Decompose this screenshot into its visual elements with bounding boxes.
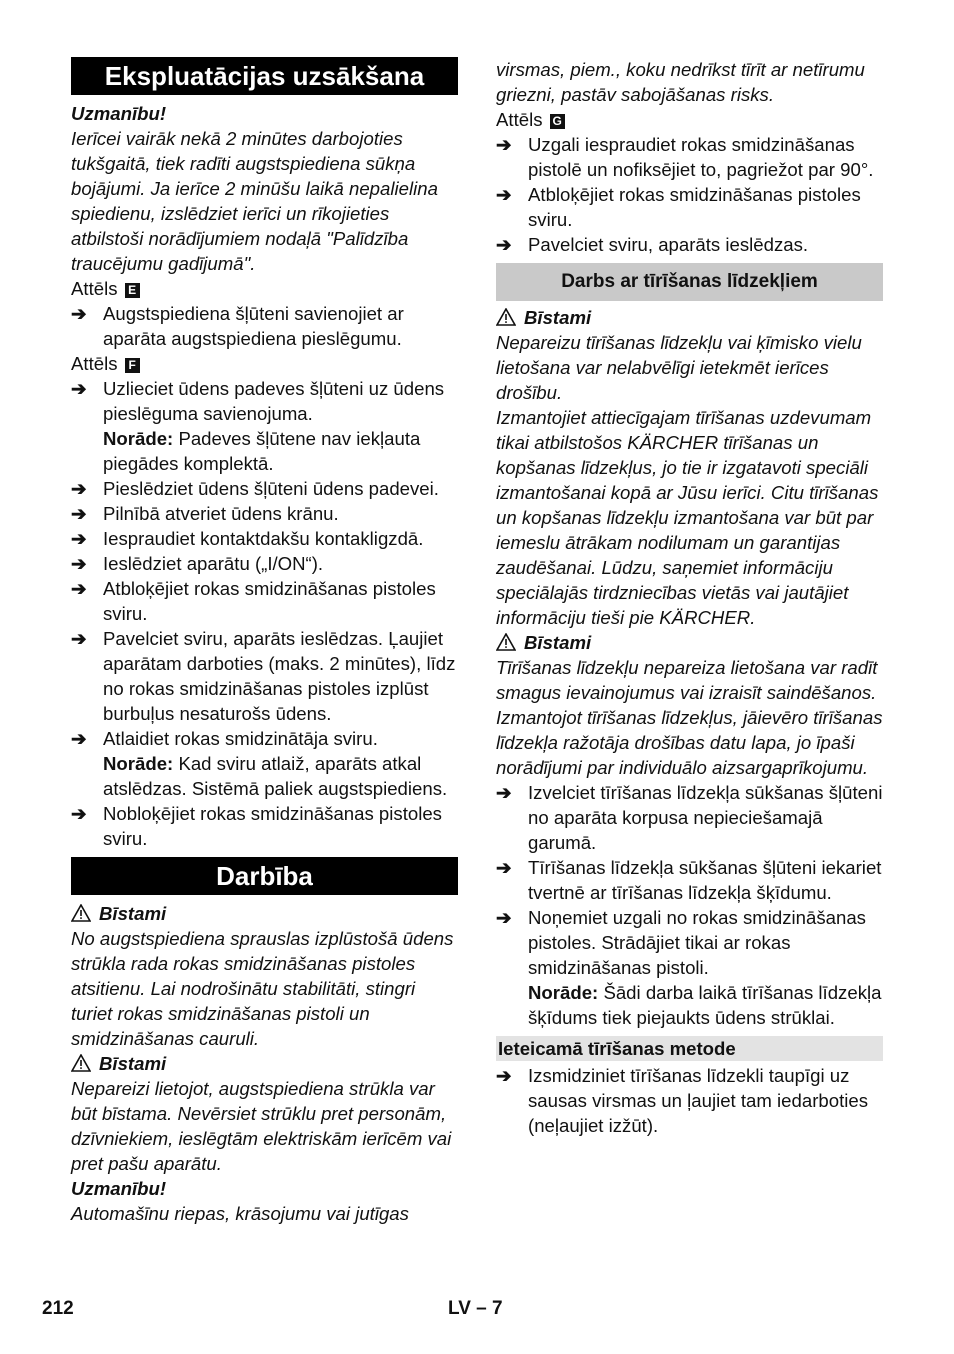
- list-item: ➔ Pavelciet sviru, aparāts ieslēdzas.: [496, 234, 809, 255]
- arrow-icon: ➔: [71, 553, 87, 574]
- danger-title: Bīstami: [496, 630, 883, 655]
- list-item: ➔ Uzgali iespraudiet rokas smidzināšanas pistolē un nofiksējiet to, pagriežot par 90°.: [496, 134, 874, 180]
- note-label: Norāde:: [103, 428, 174, 449]
- caution-text: Automašīnu riepas, krāsojumu vai jutīgas: [71, 1203, 409, 1224]
- list-item: ➔ Tīrīšanas līdzekļa sūkšanas šļūteni iekariet tvertnē ar tīrīšanas līdzekļa šķīdumu.: [496, 857, 882, 903]
- figure-reference: Attēls F: [71, 351, 458, 376]
- language-page-label: LV – 7: [448, 1298, 503, 1319]
- arrow-icon: ➔: [496, 857, 512, 878]
- list-item: ➔ Pieslēdziet ūdens šļūteni ūdens padevei.: [71, 478, 439, 499]
- list-item: ➔ Nobloķējiet rokas smidzināšanas pistoles sviru.: [71, 803, 442, 849]
- danger-text: Nepareizu tīrīšanas līdzekļu vai ķīmisko vielu lietošana var nelabvēlīgi ietekmēt ierīces drošību.: [496, 332, 862, 403]
- arrow-icon: ➔: [496, 907, 512, 928]
- section-heading-operation: Darbība: [71, 857, 458, 895]
- danger-title: Bīstami: [71, 901, 458, 926]
- arrow-icon: ➔: [71, 628, 87, 649]
- figure-letter-icon: F: [125, 358, 140, 373]
- arrow-icon: ➔: [71, 803, 87, 824]
- danger-text: No augstspiediena sprauslas izplūstošā ūdens strūkla rada rokas smidzināšanas pistoles atsitienu. Lai nodrošinātu stabilitāti, stingri turiet rokas smidzināšanas pistoli un smidzināšanas cauruli.: [71, 928, 454, 1049]
- page-number: 212: [42, 1298, 74, 1319]
- list-item: ➔ Pavelciet sviru, aparāts ieslēdzas. Ļaujiet aparātam darboties (maks. 2 minūtes), līdz no rokas smidzināšanas pistoles izplūst burbuļus nesaturošs ūdens.: [71, 628, 456, 724]
- warning-triangle-icon: [496, 633, 516, 651]
- list-item: ➔ Uzlieciet ūdens padeves šļūteni uz ūdens pieslēguma savienojuma. Norāde: Padeves šļūtene nav iekļauta piegādes komplektā.: [71, 378, 445, 474]
- right-column: [496, 57, 883, 1138]
- figure-letter-icon: E: [125, 283, 140, 298]
- danger-title: Bīstami: [496, 305, 883, 330]
- list-item: ➔ Izsmidziniet tīrīšanas līdzekli taupīgi uz sausas virsmas un ļaujiet tam iedarboties (neļaujiet izžūt).: [496, 1065, 869, 1136]
- arrow-icon: ➔: [496, 134, 512, 155]
- warning-triangle-icon: [496, 308, 516, 326]
- arrow-icon: ➔: [496, 782, 512, 803]
- figure-reference: Attēls G: [496, 107, 883, 132]
- list-item: ➔ Atbloķējiet rokas smidzināšanas pistoles sviru.: [496, 184, 861, 230]
- arrow-icon: ➔: [496, 1065, 512, 1086]
- caution-text: Ierīcei vairāk nekā 2 minūtes darbojoties tukšgaitā, tiek radīti augstspiediena sūkņa bojājumi. Ja ierīce 2 minūšu laikā nepalielina spiedienu, izslēdziet ierīci un rīkojieties atbilstoši norādījumiem nodaļā "Palīdzība traucējumu gadījumā".: [71, 128, 438, 274]
- danger-text: Tīrīšanas līdzekļu nepareiza lietošana var radīt smagus ievainojumus vai izraisīt saindēšanos.: [496, 657, 878, 703]
- section-heading-method: Ieteicamā tīrīšanas metode: [496, 1036, 883, 1061]
- arrow-icon: ➔: [71, 303, 87, 324]
- list-item: ➔ Augstspiediena šļūteni savienojiet ar aparāta augstspiediena pieslēgumu.: [71, 303, 404, 349]
- arrow-icon: ➔: [71, 728, 87, 749]
- left-column: [71, 57, 458, 1226]
- caution-title: Uzmanību!: [71, 103, 167, 124]
- arrow-icon: ➔: [71, 378, 87, 399]
- danger-title: Bīstami: [71, 1051, 458, 1076]
- note-label: Norāde:: [103, 753, 174, 774]
- warning-triangle-icon: [71, 904, 91, 922]
- list-item: ➔ Pilnībā atveriet ūdens krānu.: [71, 503, 339, 524]
- arrow-icon: ➔: [496, 234, 512, 255]
- list-item: ➔ Iespraudiet kontaktdakšu kontakligzdā.: [71, 528, 424, 549]
- list-item: ➔ Noņemiet uzgali no rokas smidzināšanas pistoles. Strādājiet tikai ar rokas smidzināšanas pistoli. Norāde: Šādi darba laikā tīrīšanas līdzekļa šķīdums tiek piejaukts ūdens strūklai.: [496, 907, 882, 1028]
- arrow-icon: ➔: [496, 184, 512, 205]
- danger-text: Izmantojot tīrīšanas līdzekļus, jāievēro tīrīšanas līdzekļa ražotāja drošības datu lapa, jo īpaši norādījumi par individuālo aizsargaprīkojumu.: [496, 707, 883, 778]
- arrow-icon: ➔: [71, 528, 87, 549]
- figure-reference: Attēls E: [71, 276, 458, 301]
- list-item: ➔ Atbloķējiet rokas smidzināšanas pistoles sviru.: [71, 578, 436, 624]
- arrow-icon: ➔: [71, 503, 87, 524]
- warning-triangle-icon: [71, 1054, 91, 1072]
- arrow-icon: ➔: [71, 478, 87, 499]
- danger-text: Izmantojiet attiecīgajam tīrīšanas uzdevumam tikai atbilstošos KÄRCHER tīrīšanas un kopšanas līdzekļus, jo tie ir izgatavoti speciāli izmantošanai kopā ar Jūsu ierīci. Citu tīrīšanas un kopšanas līdzekļu izmantošana var būt par iemeslu ātrākam nodilumam un garantijas zaudēšanai. Lūdzu, saņemiet informāciju speciālajās tirdzniecības vietās vai jautājiet informāciju tieši pie KÄRCHER.: [496, 407, 879, 628]
- caution-title: Uzmanību!: [71, 1178, 167, 1199]
- danger-text: Nepareizi lietojot, augstspiediena strūkla var būt bīstama. Nevērsiet strūklu pret personām, dzīvniekiem, ieslēgtām elektriskām ierīcēm vai pret pašu aparātu.: [71, 1078, 452, 1174]
- section-heading-start: Ekspluatācijas uzsākšana: [71, 57, 458, 95]
- list-item: ➔ Atlaidiet rokas smidzinātāja sviru. Norāde: Kad sviru atlaiž, aparāts atkal atslēdzas. Sistēmā paliek augstspiediens.: [71, 728, 448, 799]
- caution-text-continued: virsmas, piem., koku nedrīkst tīrīt ar netīrumu griezni, pastāv sabojāšanas risks.: [496, 59, 865, 105]
- arrow-icon: ➔: [71, 578, 87, 599]
- figure-letter-icon: G: [550, 114, 565, 129]
- note-label: Norāde:: [528, 982, 599, 1003]
- list-item: ➔ Ieslēdziet aparātu („I/ON“).: [71, 553, 324, 574]
- section-heading-detergent: Darbs ar tīrīšanas līdzekļiem: [496, 263, 883, 301]
- list-item: ➔ Izvelciet tīrīšanas līdzekļa sūkšanas šļūteni no aparāta korpusa nepieciešamajā garumā.: [496, 782, 883, 853]
